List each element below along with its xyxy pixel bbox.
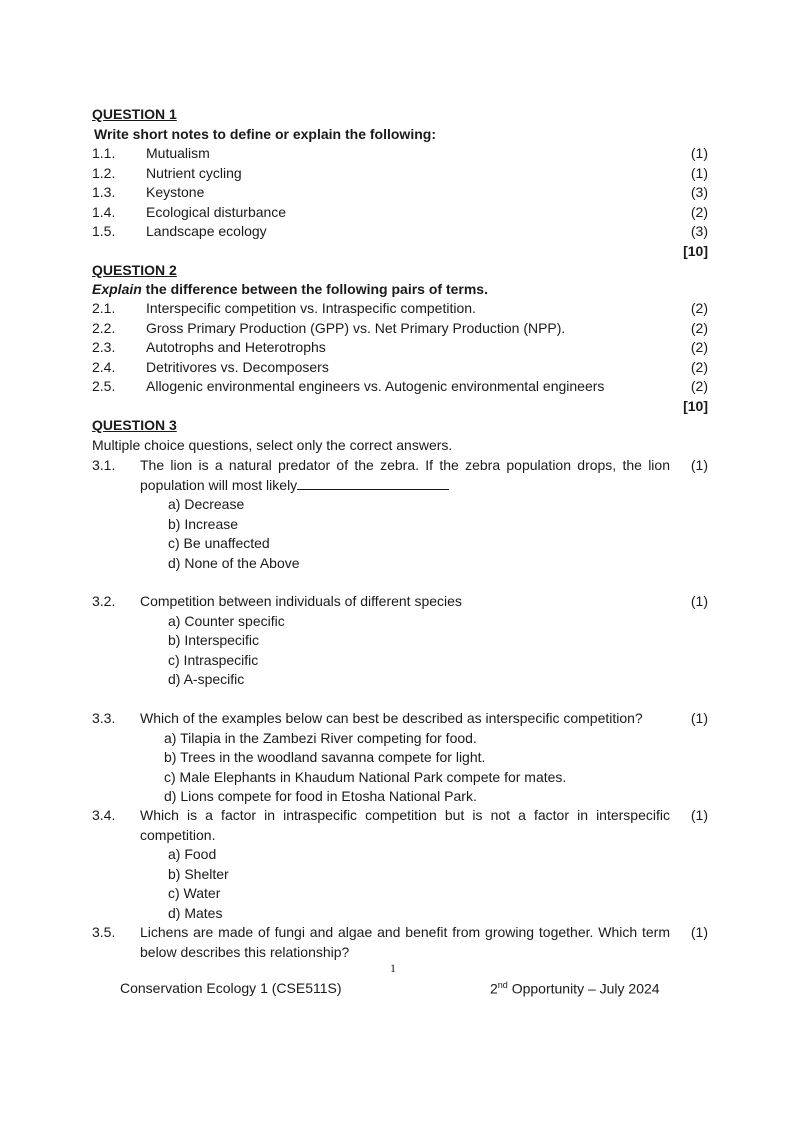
option-list xyxy=(168,845,708,923)
item-number: 3.1. xyxy=(92,457,116,473)
option[interactable]: c) Male Elephants in Khaudum National Park compete for mates. xyxy=(164,768,567,785)
question-1-heading: QUESTION 1 xyxy=(92,106,177,122)
option[interactable]: b) Interspecific xyxy=(168,632,260,648)
item-text: Ecological disturbance xyxy=(146,203,287,220)
page-number: 1 xyxy=(390,961,396,975)
item-text: Lichens are made of fungi and algae and benefit from growing together. Which term below describes this relationship? xyxy=(140,924,670,960)
item-text: Which of the examples below can best be described as interspecific competition? xyxy=(140,710,643,726)
item-number: 1.2. xyxy=(92,164,116,181)
question-item xyxy=(92,203,708,221)
question-item xyxy=(92,358,708,376)
item-text: Which is a factor in intraspecific competition but is not a factor in interspecific competition. xyxy=(140,807,670,843)
item-text: Allogenic environmental engineers vs. Autogenic environmental engineers xyxy=(146,378,605,394)
item-number: 2.2. xyxy=(92,319,116,336)
item-number: 2.1. xyxy=(92,300,116,316)
answer-blank xyxy=(297,477,449,490)
mcq-item xyxy=(92,923,708,962)
item-text xyxy=(140,456,670,495)
option-list xyxy=(168,612,708,690)
opportunity-number: 2 xyxy=(490,980,498,997)
option-list xyxy=(164,729,708,807)
footer-opportunity xyxy=(490,980,660,997)
question-item xyxy=(92,164,708,182)
option[interactable]: d) Lions compete for food in Etosha National Park. xyxy=(164,788,477,804)
question-1-total: [10] xyxy=(683,243,708,259)
item-text: Landscape ecology xyxy=(146,223,267,239)
option[interactable]: a) Food xyxy=(168,846,217,862)
option[interactable]: d) Mates xyxy=(168,904,223,921)
item-mark: (3) xyxy=(690,184,708,200)
item-mark: (2) xyxy=(690,203,708,220)
item-text-content: The lion is a natural predator of the zebra. If the zebra population drops, the lion population will most likely xyxy=(140,457,670,493)
option[interactable]: b) Shelter xyxy=(168,865,229,882)
option[interactable]: b) Trees in the woodland savanna compete for light. xyxy=(164,749,486,765)
option-list xyxy=(168,495,708,573)
question-1-instruction: Write short notes to define or explain the following: xyxy=(94,126,436,142)
item-mark: (2) xyxy=(690,300,708,316)
item-mark: (1) xyxy=(690,710,708,726)
item-mark: (1) xyxy=(690,924,708,940)
item-text: Competition between individuals of different species xyxy=(140,593,462,609)
item-mark: (2) xyxy=(690,319,708,336)
question-item xyxy=(92,222,708,240)
question-3-heading: QUESTION 3 xyxy=(92,417,177,433)
question-item xyxy=(92,183,708,201)
item-mark: (1) xyxy=(690,457,708,473)
item-mark: (2) xyxy=(690,378,708,394)
item-mark: (1) xyxy=(690,593,708,609)
item-number: 3.2. xyxy=(92,593,116,609)
item-text: Mutualism xyxy=(146,145,210,161)
opportunity-suffix: nd xyxy=(497,980,508,990)
item-text: Keystone xyxy=(146,184,205,200)
item-mark: (2) xyxy=(690,339,708,355)
option[interactable]: c) Intraspecific xyxy=(168,651,259,668)
item-number: 3.3. xyxy=(92,710,116,726)
option[interactable]: c) Be unaffected xyxy=(168,535,270,551)
question-item xyxy=(92,338,708,356)
option[interactable]: c) Water xyxy=(168,885,221,901)
item-mark: (1) xyxy=(690,807,708,823)
mcq-item xyxy=(92,592,708,690)
question-2-total: [10] xyxy=(683,398,708,414)
item-mark: (2) xyxy=(690,358,708,375)
instruction-rest: the difference between the following pairs of terms. xyxy=(141,281,488,297)
option[interactable]: d) None of the Above xyxy=(168,554,300,571)
item-text: Detritivores vs. Decomposers xyxy=(146,358,329,375)
mcq-item xyxy=(92,456,708,573)
option[interactable]: a) Counter specific xyxy=(168,612,285,629)
mcq-item xyxy=(92,709,708,807)
instruction-emphasis: Explain xyxy=(92,281,142,297)
item-number: 3.4. xyxy=(92,807,116,823)
option[interactable]: b) Increase xyxy=(168,515,239,532)
item-number: 1.1. xyxy=(92,145,116,161)
item-number: 1.3. xyxy=(92,184,116,200)
item-mark: (3) xyxy=(690,223,708,239)
item-mark: (1) xyxy=(690,164,708,181)
question-2-instruction xyxy=(92,281,488,297)
item-number: 2.3. xyxy=(92,339,116,355)
item-text: Autotrophs and Heterotrophs xyxy=(146,339,326,355)
item-number: 1.4. xyxy=(92,203,116,220)
footer-course: Conservation Ecology 1 (CSE511S) xyxy=(120,980,342,996)
item-text: Nutrient cycling xyxy=(146,164,242,181)
mcq-item xyxy=(92,806,708,923)
item-text: Interspecific competition vs. Intraspecific competition. xyxy=(146,300,476,316)
item-number: 1.5. xyxy=(92,223,116,239)
question-3-instruction: Multiple choice questions, select only the correct answers. xyxy=(92,437,453,453)
item-number: 3.5. xyxy=(92,924,116,940)
option[interactable]: a) Decrease xyxy=(168,496,245,512)
question-2-heading: QUESTION 2 xyxy=(92,262,177,278)
question-item xyxy=(92,377,708,395)
item-number: 2.5. xyxy=(92,378,116,394)
opportunity-text: Opportunity – July 2024 xyxy=(507,980,660,997)
question-item xyxy=(92,299,708,317)
question-item xyxy=(92,319,708,337)
option[interactable]: a) Tilapia in the Zambezi River competing for food. xyxy=(164,729,477,746)
item-number: 2.4. xyxy=(92,358,116,375)
option[interactable]: d) A-specific xyxy=(168,671,245,687)
item-mark: (1) xyxy=(690,145,708,161)
item-text: Gross Primary Production (GPP) vs. Net Primary Production (NPP). xyxy=(146,319,566,336)
question-item xyxy=(92,144,708,162)
